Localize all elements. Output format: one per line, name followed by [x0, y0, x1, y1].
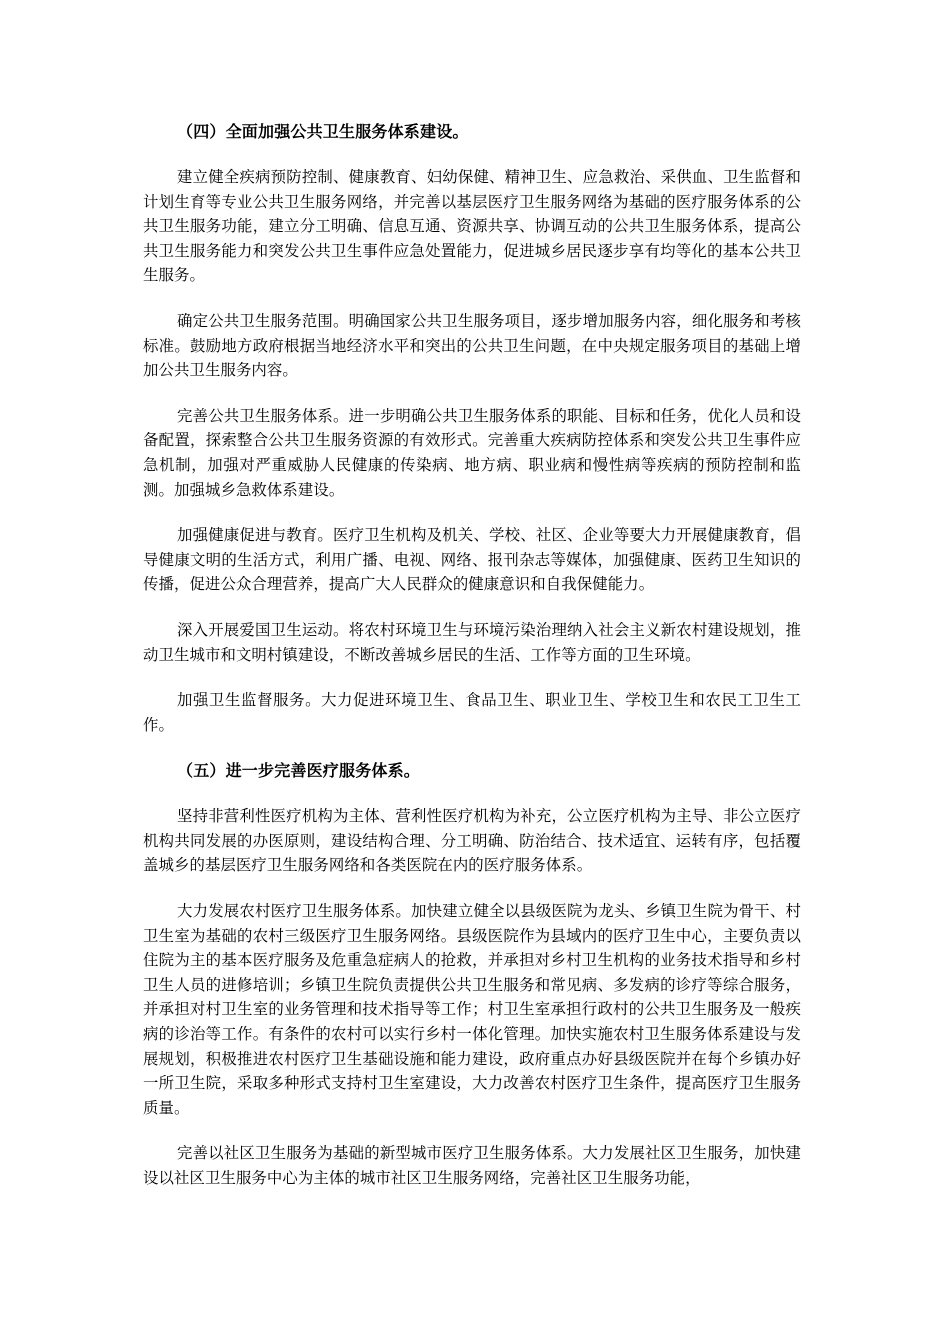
paragraph: 大力发展农村医疗卫生服务体系。加快建立健全以县级医院为龙头、乡镇卫生院为骨干、村卫生室为基础的农村三级医疗卫生服务网络。县级医院作为县域内的医疗卫生中心，主要负责以住院为主的基本医疗服务及危重急症病人的抢救，并承担对乡村卫生机构的业务技术指导和乡村卫生人员的进修培训；乡镇卫生院负责提供公共卫生服务和常见病、多发病的诊疗等综合服务，并承担对村卫生室的业务管理和技术指导等工作；村卫生室承担行政村的公共卫生服务及一般疾病的诊治等工作。有条件的农村可以实行乡村一体化管理。加快实施农村卫生服务体系建设与发展规划，积极推进农村医疗卫生基础设施和能力建设，政府重点办好县级医院并在每个乡镇办好一所卫生院，采取多种形式支持村卫生室建设，大力改善农村医疗卫生条件，提高医疗卫生服务质量。	[143, 902, 801, 1117]
paragraph: 深入开展爱国卫生运动。将农村环境卫生与环境污染治理纳入社会主义新农村建设规划，推动卫生城市和文明村镇建设，不断改善城乡居民的生活、工作等方面的卫生环境。	[143, 620, 801, 664]
paragraph: 确定公共卫生服务范围。明确国家公共卫生服务项目，逐步增加服务内容，细化服务和考核标准。鼓励地方政府根据当地经济水平和突出的公共卫生问题，在中央规定服务项目的基础上增加公共卫生服务内容。	[143, 311, 801, 380]
paragraph: 完善以社区卫生服务为基础的新型城市医疗卫生服务体系。大力发展社区卫生服务，加快建设以社区卫生服务中心为主体的城市社区卫生服务网络，完善社区卫生服务功能，	[143, 1144, 801, 1187]
document-body	[143, 119, 801, 1191]
section-heading-4: （四）全面加强公共卫生服务体系建设。	[177, 122, 469, 141]
paragraph: 加强健康促进与教育。医疗卫生机构及机关、学校、社区、企业等要大力开展健康教育，倡导健康文明的生活方式，利用广播、电视、网络、报刊杂志等媒体，加强健康、医药卫生知识的传播，促进公众合理营养，提高广大人民群众的健康意识和自我保健能力。	[143, 526, 801, 594]
paragraph: 坚持非营利性医疗机构为主体、营利性医疗机构为补充，公立医疗机构为主导、非公立医疗机构共同发展的办医原则，建设结构合理、分工明确、防治结合、技术适宜、运转有序，包括覆盖城乡的基层医疗卫生服务网络和各类医院在内的医疗服务体系。	[143, 807, 801, 875]
paragraph: 完善公共卫生服务体系。进一步明确公共卫生服务体系的职能、目标和任务，优化人员和设备配置，探索整合公共卫生服务资源的有效形式。完善重大疾病防控体系和突发公共卫生事件应急机制，加强对严重威胁人民健康的传染病、地方病、职业病和慢性病等疾病的预防控制和监测。加强城乡急救体系建设。	[143, 406, 801, 499]
paragraph: 建立健全疾病预防控制、健康教育、妇幼保健、精神卫生、应急救治、采供血、卫生监督和计划生育等专业公共卫生服务网络，并完善以基层医疗卫生服务网络为基础的医疗服务体系的公共卫生服务功能，建立分工明确、信息互通、资源共享、协调互动的公共卫生服务体系，提高公共卫生服务能力和突发公共卫生事件应急处置能力，促进城乡居民逐步享有均等化的基本公共卫生服务。	[143, 168, 801, 285]
paragraph: 加强卫生监督服务。大力促进环境卫生、食品卫生、职业卫生、学校卫生和农民工卫生工作。	[143, 691, 801, 734]
section-heading-5: （五）进一步完善医疗服务体系。	[177, 761, 421, 781]
